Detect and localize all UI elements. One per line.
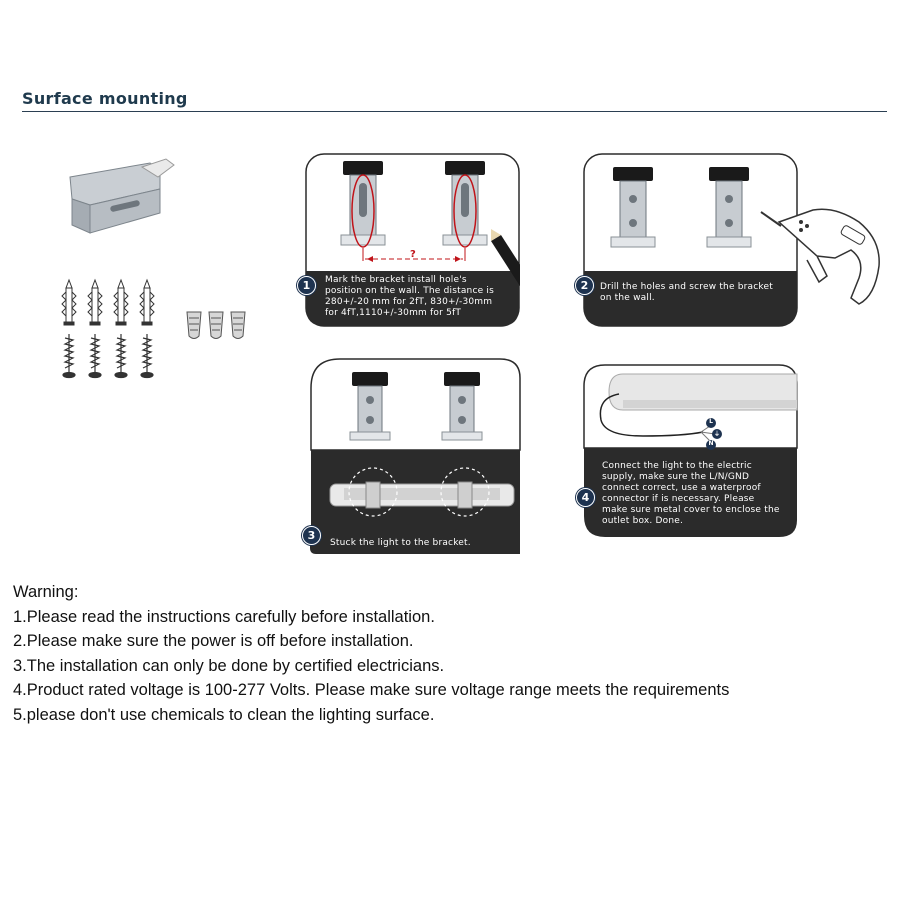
power-drill-icon [755,200,887,310]
step-1-text [325,275,515,319]
warning-heading: Warning: [13,583,79,601]
step-text-line: for 4fT,1110+/-30mm for 5fT [325,308,462,318]
warning-item: 1.Please read the instructions carefully before installation. [13,607,435,626]
wire-connector-icon [183,306,249,344]
step-text-line: connect correct, use a waterproof [602,483,761,493]
step-text-line: make sure metal cover to enclose the [602,505,780,515]
plugs-and-screws-icon [58,278,168,382]
distance-label: ? [410,249,416,260]
step-3-panel [310,358,521,556]
mounting-bracket-icon [62,155,182,240]
warning-item: 2.Please make sure the power is off before installation. [13,632,414,650]
warning-item: 3.The installation can only be done by certified electricians. [13,656,445,675]
step-4-text [602,461,797,527]
step-3-badge: 3 [302,526,321,545]
step-text-line: connector if is necessary. Please [602,494,755,504]
step-4-badge: 4 [576,488,595,507]
wire-label-l: L [709,418,713,425]
wire-label-ground: ⏚ [713,431,720,438]
step-text-line: 280+/-20 mm for 2fT, 830+/-30mm [325,297,493,307]
screw-icon [63,334,153,378]
wall-plug-icon [62,280,154,325]
page-title: Surface mounting [22,89,188,108]
warning-item: 5.please don't use chemicals to clean the lighting surface. [13,705,435,724]
wire-label-n: N [708,440,714,447]
step-text-line: on the wall. [600,293,655,303]
step-2-badge: 2 [575,276,594,295]
step-1-panel [305,153,520,327]
title-divider [22,111,887,112]
step-text-line: supply, make sure the L/N/GND [602,472,750,482]
step-3-text: Stuck the light to the bracket. [330,538,471,548]
step-text-line: Connect the light to the electric [602,461,752,471]
step-text-line: position on the wall. The distance is [325,286,494,296]
step-text-line: outlet box. Done. [602,516,684,526]
led-batten-light-icon [609,374,797,410]
step-1-badge: 1 [297,276,316,295]
step-text-line: Drill the holes and screw the bracket [600,282,773,292]
warning-section [13,580,883,727]
warning-item: 4.Product rated voltage is 100-277 Volts. Please make sure voltage range meets the requirements [13,681,730,699]
step-text-line: Mark the bracket install hole's [325,275,467,285]
step-4-panel [583,364,798,538]
